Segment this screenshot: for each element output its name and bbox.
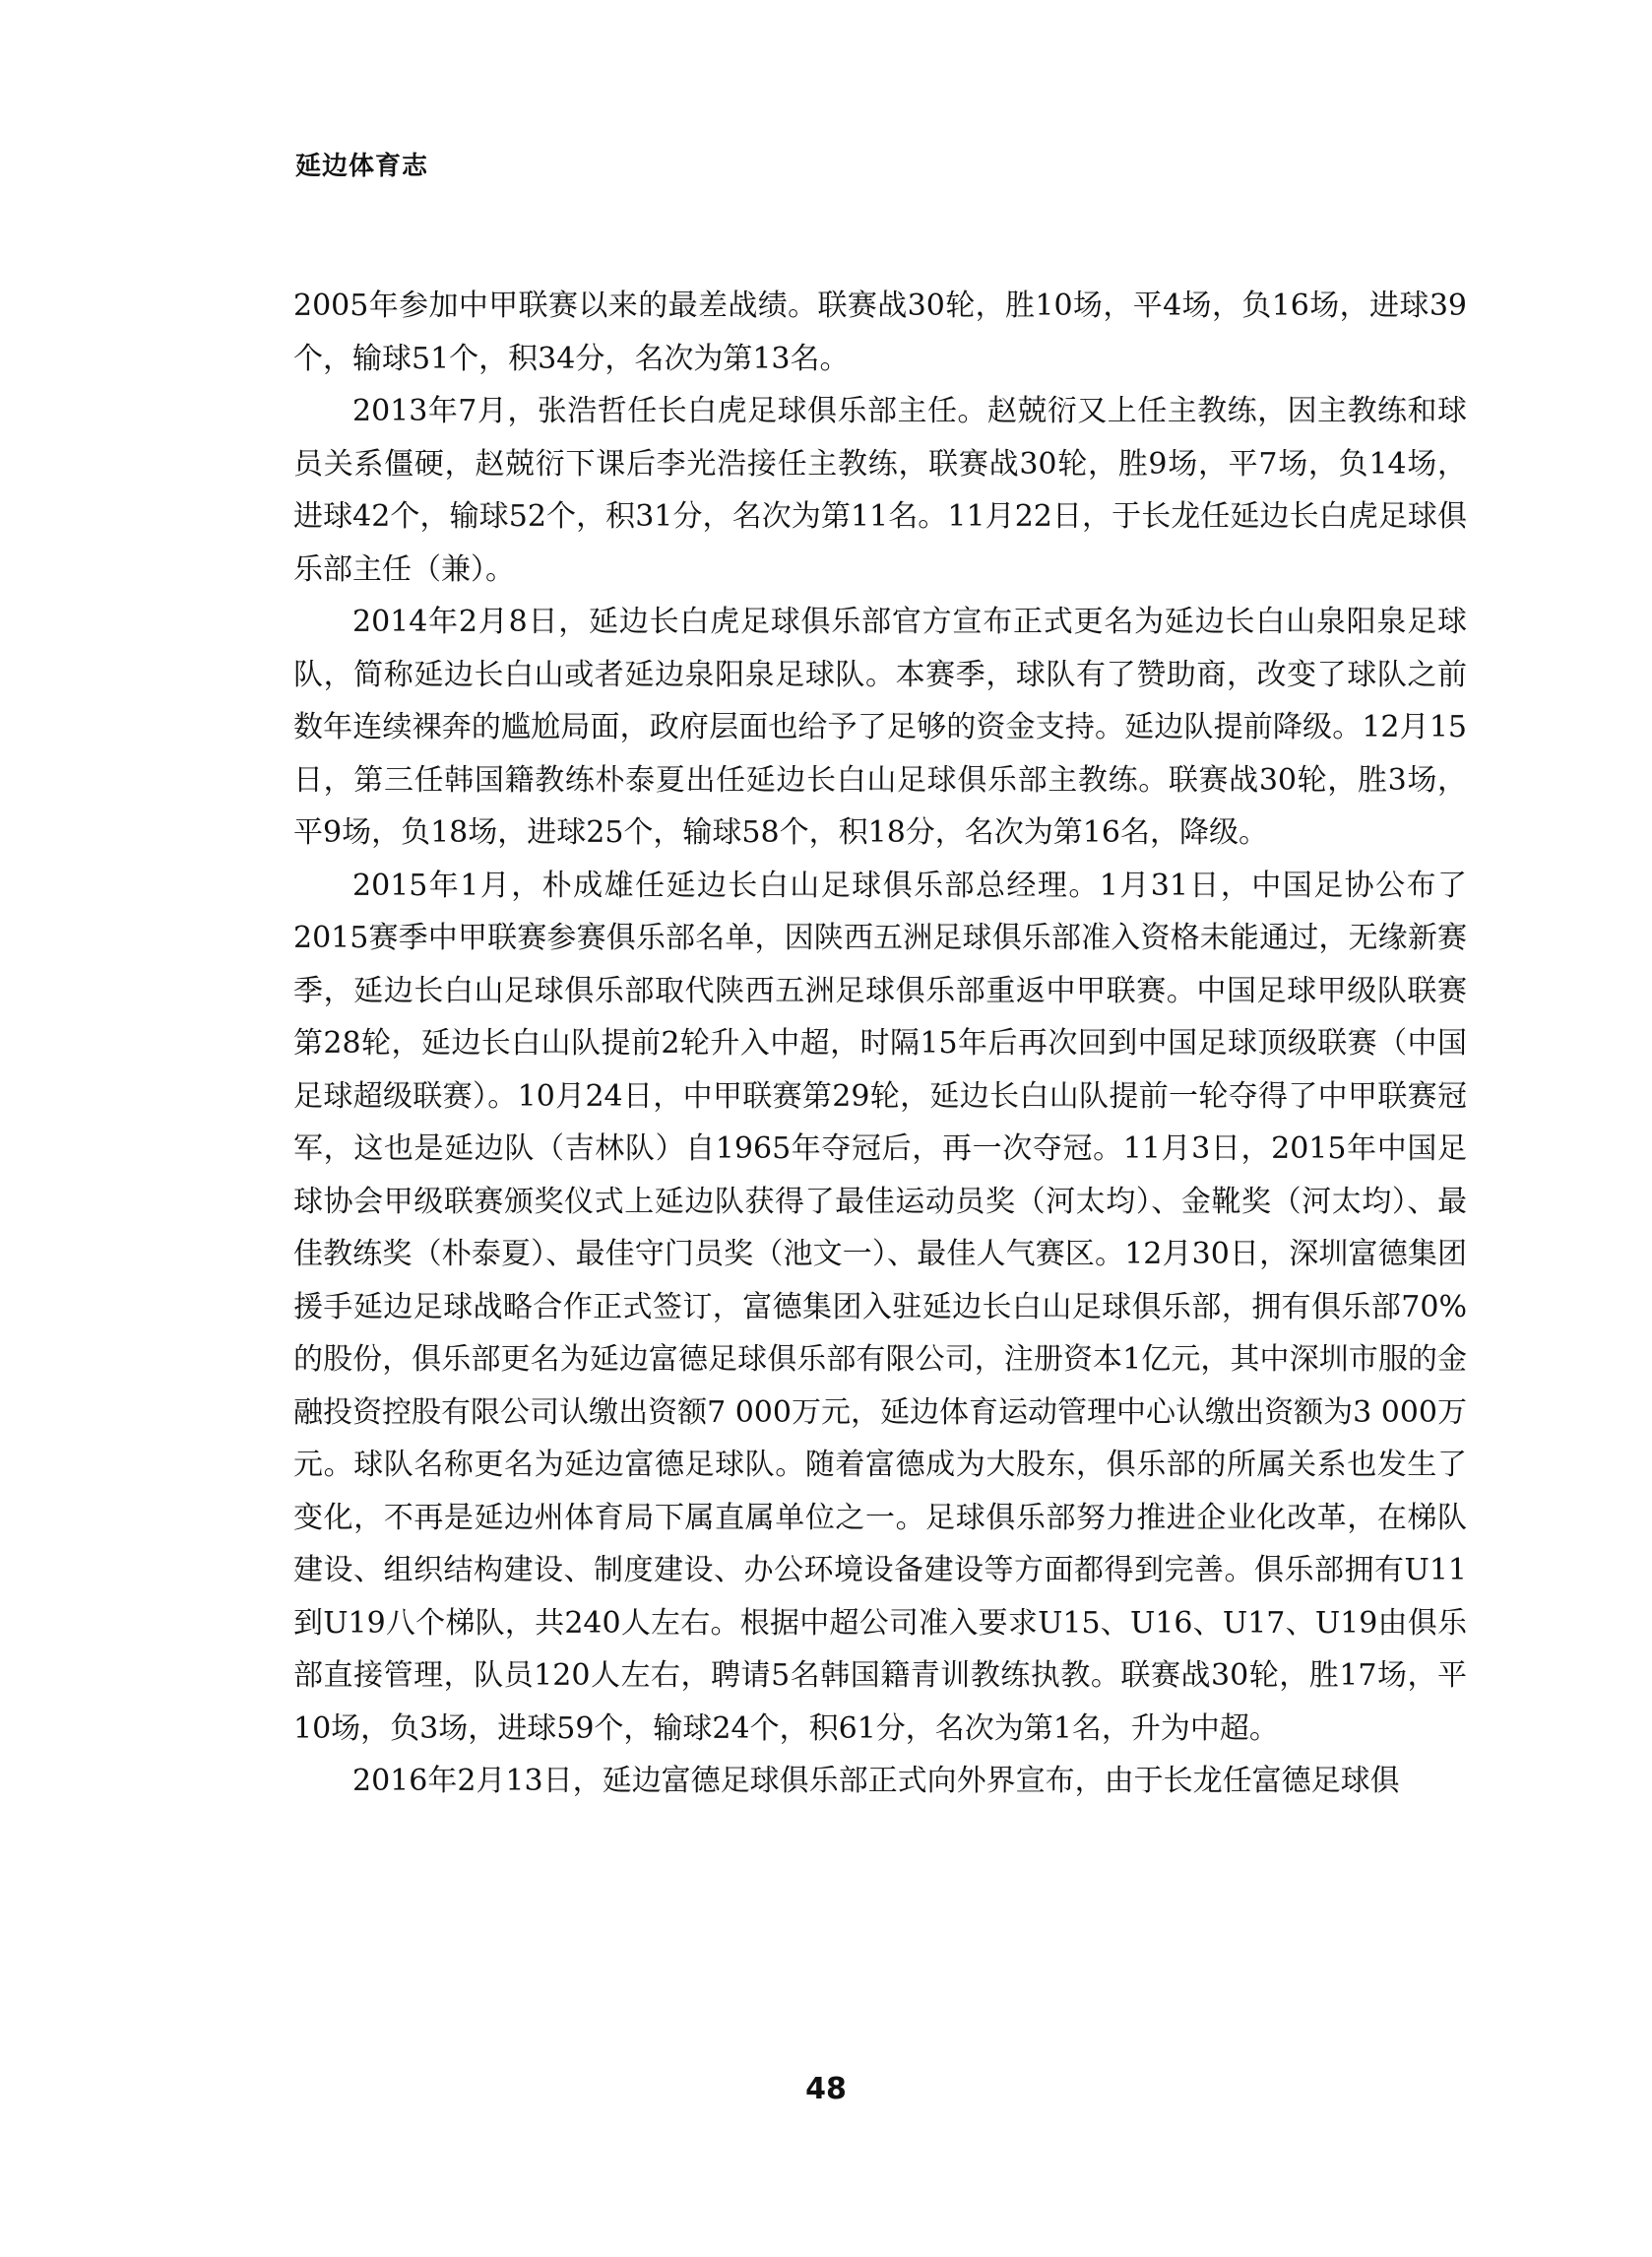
- paragraph-2014: 2014年2月8日，延边长白虎足球俱乐部官方宣布正式更名为延边长白山泉阳泉足球队，简称延边长白山或者延边泉阳泉足球队。本赛季，球队有了赞助商，改变了球队之前数年连续裸奔的尴尬局面，政府层面也给予了足够的资金支持。延边队提前降级。12月15日，第三任韩国籍教练朴泰夏出任延边长白山足球俱乐部主教练。联赛战30轮，胜3场，平9场，负18场，进球25个，输球58个，积18分，名次为第16名，降级。: [293, 605, 1467, 850]
- paragraph-continuation: 2005年参加中甲联赛以来的最差战绩。联赛战30轮，胜10场，平4场，负16场，进球39个，输球51个，积34分，名次为第13名。: [293, 289, 1467, 376]
- paragraph-2013: 2013年7月，张浩哲任长白虎足球俱乐部主任。赵兢衍又上任主教练，因主教练和球员关系僵硬，赵兢衍下课后李光浩接任主教练，联赛战30轮，胜9场，平7场，负14场，进球42个，输球52个，积31分，名次为第11名。11月22日，于长龙任延边长白虎足球俱乐部主任（兼）。: [293, 394, 1467, 587]
- paragraph-2016: 2016年2月13日，延边富德足球俱乐部正式向外界宣布，由于长龙任富德足球俱: [352, 1764, 1400, 1798]
- page-number: 48: [805, 2072, 847, 2106]
- paragraph-2015: 2015年1月，朴成雄任延边长白山足球俱乐部总经理。1月31日，中国足协公布了2015赛季中甲联赛参赛俱乐部名单，因陕西五洲足球俱乐部准入资格未能通过，无缘新赛季，延边长白山足球俱乐部取代陕西五洲足球俱乐部重返中甲联赛。中国足球甲级队联赛第28轮，延边长白山队提前2轮升入中超，时隔15年后再次回到中国足球顶级联赛（中国足球超级联赛）。10月24日，中甲联赛第29轮，延边长白山队提前一轮夺得了中甲联赛冠军，这也是延边队（吉林队）自1965年夺冠后，再一次夺冠。11月3日，2015年中国足球协会甲级联赛颁奖仪式上延边队获得了最佳运动员奖（河太均）、金靴奖（河太均）、最佳教练奖（朴泰夏）、最佳守门员奖（池文一）、最佳人气赛区。12月30日，深圳富德集团援手延边足球战略合作正式签订，富德集团入驻延边长白山足球俱乐部，拥有俱乐部70%的股份，俱乐部更名为延边富德足球俱乐部有限公司，注册资本1亿元，其中深圳市服的金融投资控股有限公司认缴出资额7 000万元，延边体育运动管理中心认缴出资额为3 000万元。球队名称更名为延边富德足球队。随着富德成为大股东，俱乐部的所属关系也发生了变化，不再是延边州体育局下属直属单位之一。足球俱乐部努力推进企业化改革，在梯队建设、组织结构建设、制度建设、办公环境设备建设等方面都得到完善。俱乐部拥有U11到U19八个梯队，共240人左右。根据中超公司准入要求U15、U16、U17、U19由俱乐部直接管理，队员120人左右，聘请5名韩国籍青训教练执教。联赛战30轮，胜17场，平10场，负3场，进球59个，输球24个，积61分，名次为第1名，升为中超。: [293, 868, 1467, 1746]
- running-head-title: 延边体育志: [295, 152, 429, 181]
- body-text: [293, 280, 1467, 1808]
